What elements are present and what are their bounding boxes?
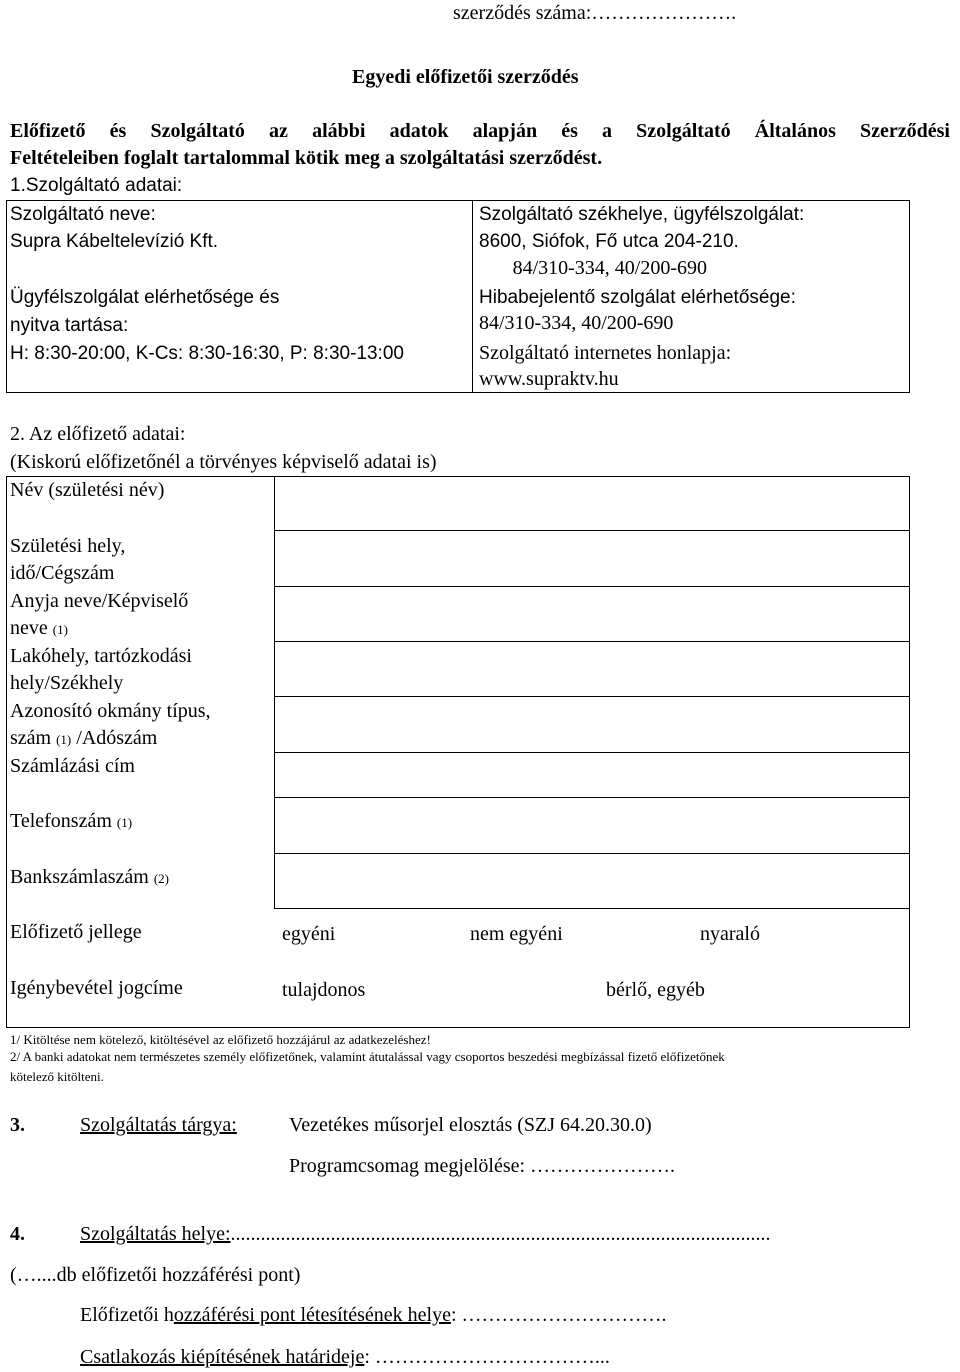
page-title: Egyedi előfizetői szerződés <box>352 66 579 88</box>
billing-label: Számlázási cím <box>10 755 135 777</box>
type-option-nyaralo[interactable]: nyaraló <box>700 923 760 945</box>
section4-label-line: Szolgáltatás helye:............................................................................................................ <box>80 1223 771 1245</box>
section2-heading: 2. Az előfizető adatai: <box>10 423 186 445</box>
use-option-tulajdonos[interactable]: tulajdonos <box>282 979 366 1001</box>
section3-number: 3. <box>10 1114 25 1136</box>
provider-table-divider <box>472 200 473 393</box>
footnote-2b: kötelező kitölteni. <box>10 1069 104 1084</box>
section3-value: Vezetékes műsorjel elosztás (SZJ 64.20.30.0) <box>289 1114 652 1136</box>
service-hours-label-2: nyitva tartása: <box>10 315 129 336</box>
contract-number-label: szerződés száma:…………………. <box>453 2 737 24</box>
type-option-nem-egyeni[interactable]: nem egyéni <box>470 923 563 945</box>
section1-heading: 1.Szolgáltató adatai: <box>10 175 183 196</box>
provider-name: Supra Kábeltelevízió Kft. <box>10 231 219 252</box>
service-hours-label-1: Ügyfélszolgálat elérhetősége és <box>10 287 280 308</box>
row-line-5 <box>274 752 910 753</box>
package-label: Programcsomag megjelölése: …………………. <box>289 1155 676 1177</box>
install-place: Előfizetői hozzáférési pont létesítésének helye: …………………………. <box>80 1304 667 1326</box>
row-line-6 <box>274 797 910 798</box>
use-option-berlo[interactable]: bérlő, egyéb <box>606 979 705 1001</box>
hq-phone: 84/310-334, 40/200-690 <box>512 257 707 279</box>
web-url: www.supraktv.hu <box>479 368 619 390</box>
row-line-8 <box>274 908 910 909</box>
birth-label-2: idő/Cégszám <box>10 562 115 584</box>
web-label: Szolgáltató internetes honlapja: <box>479 342 732 364</box>
hq-label: Szolgáltató székhelye, ügyfélszolgálat: <box>479 204 805 225</box>
fault-phone: 84/310-334, 40/200-690 <box>479 312 674 334</box>
name-label: Név (születési név) <box>10 479 165 501</box>
subscriber-table-divider <box>274 476 275 908</box>
address-label-1: Lakóhely, tartózkodási <box>10 645 192 667</box>
row-line-4 <box>274 696 910 697</box>
id-label-1: Azonosító okmány típus, <box>10 700 211 722</box>
row-line-1 <box>274 530 910 531</box>
phone-label: Telefonszám (1) <box>10 810 133 832</box>
type-label: Előfizető jellege <box>10 921 142 943</box>
section2-subheading: (Kiskorú előfizetőnél a törvényes képviselő adatai is) <box>10 451 437 473</box>
row-line-3 <box>274 641 910 642</box>
deadline: Csatlakozás kiépítésének határideje: ……………………………... <box>80 1346 610 1368</box>
address-label-2: hely/Székhely <box>10 672 124 694</box>
fault-label: Hibabejelentő szolgálat elérhetősége: <box>479 287 796 308</box>
mother-label-1: Anyja neve/Képviselő <box>10 590 189 612</box>
type-option-egyeni[interactable]: egyéni <box>282 923 336 945</box>
section4-number: 4. <box>10 1223 25 1245</box>
intro-line-2: Feltételeiben foglalt tartalommal kötik meg a szolgáltatási szerződést. <box>10 147 603 169</box>
birth-label-1: Születési hely, <box>10 535 126 557</box>
row-line-7 <box>274 853 910 854</box>
service-hours: H: 8:30-20:00, K-Cs: 8:30-16:30, P: 8:30-13:00 <box>10 343 404 364</box>
hq-address: 8600, Siófok, Fő utca 204-210. <box>479 231 739 252</box>
intro-line-1: Előfizető és Szolgáltató az alábbi adatok alapján és a Szolgáltató Általános Szerződési <box>10 120 950 142</box>
access-points: (…....db előfizetői hozzáférési pont) <box>10 1264 301 1286</box>
mother-label-2: neve (1) <box>10 617 68 639</box>
use-label: Igénybevétel jogcíme <box>10 977 183 999</box>
footnote-2a: 2/ A banki adatokat nem természetes személy előfizetőnek, valamint átutalással vagy csoportos beszedési megbízással fizető előfizetőnek <box>10 1049 725 1064</box>
section3-label: Szolgáltatás tárgya: <box>80 1114 237 1136</box>
row-line-2 <box>274 586 910 587</box>
footnote-1: 1/ Kitöltése nem kötelező, kitöltésével az előfizető hozzájárul az adatkezeléshez! <box>10 1032 431 1047</box>
bank-label: Bankszámlaszám (2) <box>10 866 170 888</box>
id-label-2: szám (1) /Adószám <box>10 727 158 749</box>
provider-name-label: Szolgáltató neve: <box>10 204 156 225</box>
